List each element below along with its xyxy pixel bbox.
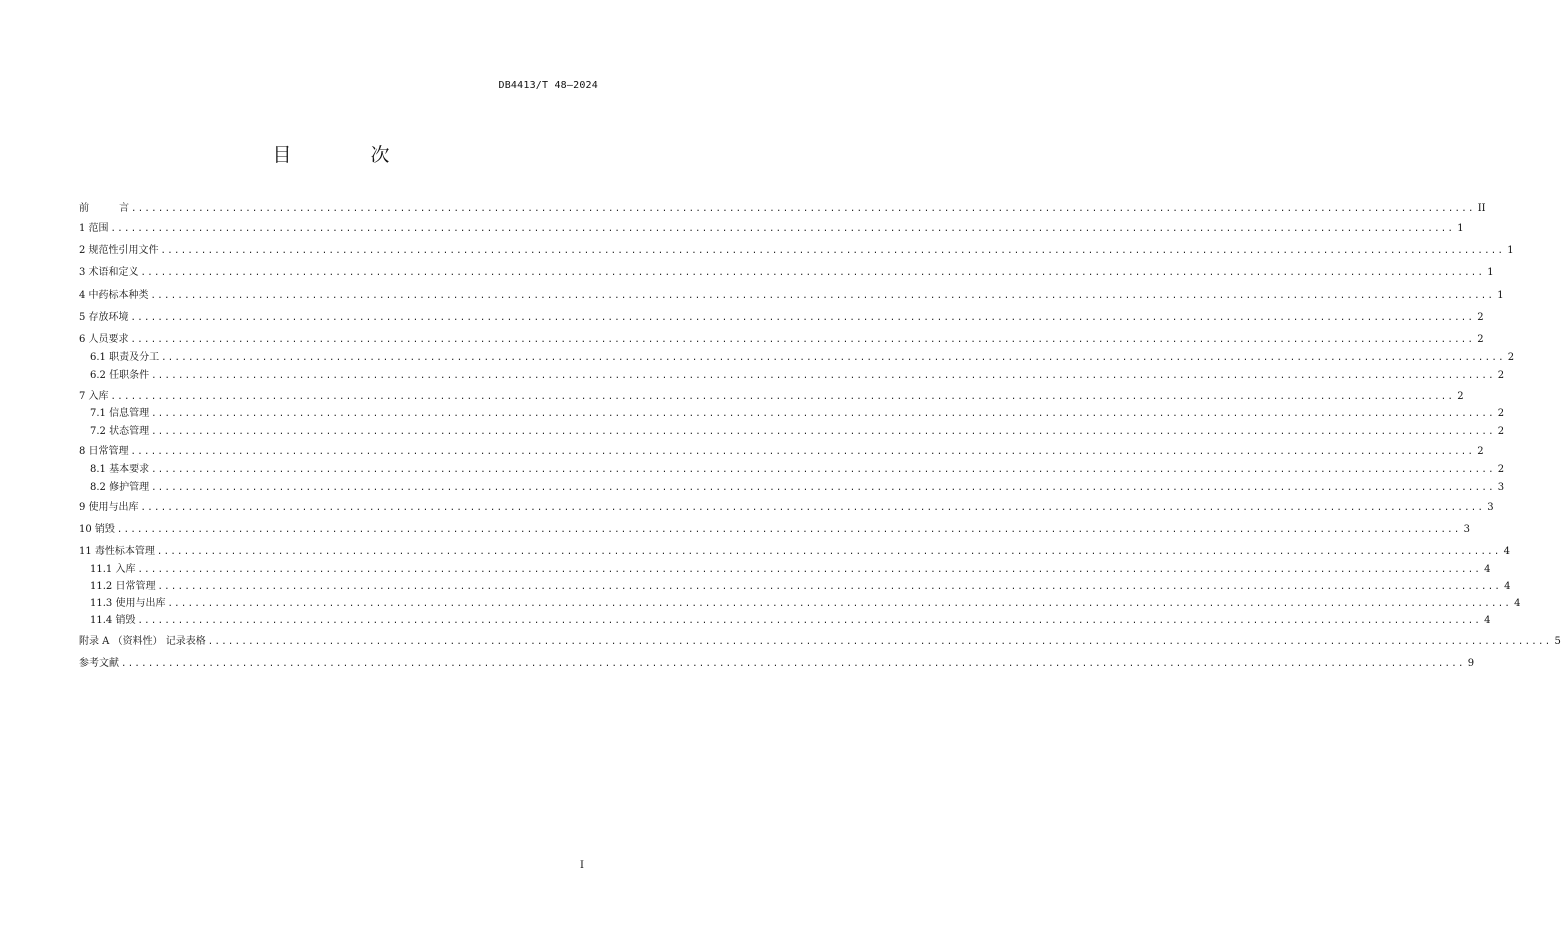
toc-leader-dots: ........................................................................................................................................................................................................ — [140, 268, 1485, 278]
toc-leader-dots: ........................................................................................................................................................................................................ — [110, 224, 1455, 234]
toc-entry[interactable] — [79, 390, 1464, 404]
toc-entry[interactable] — [79, 523, 1470, 537]
toc-entry-page: 4 — [1504, 581, 1511, 592]
toc-entry-page: 2 — [1477, 312, 1484, 323]
toc-entry[interactable] — [79, 266, 1494, 280]
toc-entry-page: 2 — [1477, 334, 1484, 345]
page-title: 目 次 — [272, 144, 420, 166]
toc-entry-label: 11 毒性标本管理 — [79, 546, 155, 557]
toc-leader-dots: ........................................................................................................................................................................................................ — [137, 616, 1482, 626]
document-code: DB4413/T 48—2024 — [498, 80, 598, 91]
toc-leader-dots: ........................................................................................................................................................................................................ — [157, 582, 1502, 592]
toc-entry-page: 1 — [1457, 223, 1464, 234]
toc-entry-label: 6.1 职责及分工 — [90, 352, 160, 363]
toc-entry-page: 2 — [1497, 408, 1505, 419]
toc-entry-label: 前 言 — [79, 203, 129, 214]
toc-entry-label: 8 日常管理 — [79, 446, 129, 457]
toc-entry[interactable] — [79, 635, 1561, 649]
toc-entry[interactable] — [79, 222, 1464, 236]
toc-entry-page: II — [1477, 203, 1486, 214]
page-number: I — [580, 860, 584, 871]
toc-entry-label: 1 范围 — [79, 223, 109, 234]
toc-leader-dots: ........................................................................................................................................................................................................ — [156, 547, 1501, 557]
toc-entry-page: 2 — [1497, 464, 1505, 475]
toc-entry-label: 2 规范性引用文件 — [79, 245, 159, 256]
toc-entry-label: 5 存放环境 — [79, 312, 129, 323]
toc-leader-dots: ........................................................................................................................................................................................................ — [150, 291, 1495, 301]
toc-entry[interactable] — [79, 545, 1510, 559]
toc-entry-page: 2 — [1507, 352, 1515, 363]
toc-leader-dots: ........................................................................................................................................................................................................ — [121, 659, 1465, 669]
toc-entry-label: 8.1 基本要求 — [90, 464, 150, 475]
toc-entry-label: 10 销毁 — [79, 524, 115, 535]
toc-entry[interactable] — [90, 351, 1515, 365]
toc-leader-dots: ........................................................................................................................................................................................................ — [167, 599, 1512, 609]
toc-leader-dots: ........................................................................................................................................................................................................ — [151, 465, 1495, 475]
toc-entry[interactable] — [79, 657, 1475, 671]
toc-entry-label: 7.2 状态管理 — [90, 426, 150, 437]
toc-entry-label: 6.2 任职条件 — [90, 370, 150, 381]
toc-entry[interactable] — [90, 369, 1505, 383]
toc-entry-page: 2 — [1457, 391, 1464, 402]
toc-entry-page: 3 — [1487, 502, 1494, 513]
toc-entry[interactable] — [90, 481, 1505, 495]
toc-leader-dots: ........................................................................................................................................................................................................ — [151, 371, 1495, 381]
toc-entry-page: 2 — [1497, 370, 1505, 381]
toc-entry[interactable] — [90, 563, 1491, 577]
toc-entry[interactable] — [90, 463, 1505, 477]
toc-leader-dots: ........................................................................................................................................................................................................ — [130, 313, 1475, 323]
toc-entry-page: 9 — [1467, 658, 1475, 669]
toc-leader-dots: ........................................................................................................................................................................................................ — [110, 392, 1455, 402]
toc-leader-dots: ........................................................................................................................................................................................................ — [116, 525, 1461, 535]
toc-entry[interactable] — [90, 614, 1491, 628]
toc-entry[interactable] — [79, 289, 1504, 303]
toc-entry[interactable] — [90, 425, 1505, 439]
toc-leader-dots: ........................................................................................................................................................................................................ — [151, 427, 1495, 437]
toc-entry-page: 3 — [1497, 482, 1505, 493]
toc-leader-dots: ........................................................................................................................................................................................................ — [131, 204, 1475, 214]
toc-entry-page: 1 — [1507, 245, 1514, 256]
toc-entry[interactable] — [79, 501, 1494, 515]
toc-entry-page: 2 — [1497, 426, 1505, 437]
toc-leader-dots: ........................................................................................................................................................................................................ — [137, 565, 1482, 575]
toc-entry-page: 1 — [1487, 267, 1494, 278]
toc-entry-page: 1 — [1497, 290, 1504, 301]
toc-entry-page: 4 — [1514, 598, 1521, 609]
toc-entry-page: 3 — [1463, 524, 1470, 535]
toc-entry-label: 9 使用与出库 — [79, 502, 139, 513]
toc-entry-label: 7 入库 — [79, 391, 109, 402]
toc-leader-dots: ........................................................................................................................................................................................................ — [130, 447, 1475, 457]
toc-entry-page: 4 — [1484, 615, 1491, 626]
toc-entry-page: 2 — [1477, 446, 1484, 457]
toc-entry-label: 参考文献 — [79, 658, 119, 669]
toc-entry-label: 附录 A （资料性） 记录表格 — [79, 636, 206, 647]
toc-entry-label: 4 中药标本种类 — [79, 290, 149, 301]
toc-entry[interactable] — [79, 333, 1484, 347]
toc-entry[interactable] — [90, 580, 1511, 594]
toc-entry-page: 4 — [1484, 564, 1491, 575]
toc-leader-dots: ........................................................................................................................................................................................................ — [161, 353, 1505, 363]
toc-leader-dots: ........................................................................................................................................................................................................ — [130, 335, 1475, 345]
toc-entry[interactable] — [79, 244, 1514, 258]
toc-entry-label: 11.4 销毁 — [90, 615, 136, 626]
toc-entry-label: 8.2 修护管理 — [90, 482, 150, 493]
toc-entry-page: 5 — [1554, 636, 1561, 647]
toc-entry[interactable] — [79, 202, 1486, 216]
toc-entry-label: 11.3 使用与出库 — [90, 598, 166, 609]
toc-entry[interactable] — [79, 311, 1484, 325]
toc-leader-dots: ........................................................................................................................................................................................................ — [160, 246, 1505, 256]
toc-entry[interactable] — [79, 445, 1484, 459]
toc-leader-dots: ........................................................................................................................................................................................................ — [151, 483, 1495, 493]
toc-entry-label: 7.1 信息管理 — [90, 408, 150, 419]
toc-entry[interactable] — [90, 407, 1505, 421]
toc-leader-dots: ........................................................................................................................................................................................................ — [151, 409, 1495, 419]
toc-entry-label: 6 人员要求 — [79, 334, 129, 345]
toc-entry-label: 11.1 入库 — [90, 564, 136, 575]
toc-entry-label: 3 术语和定义 — [79, 267, 139, 278]
toc-entry[interactable] — [90, 597, 1521, 611]
toc-entry-page: 4 — [1503, 546, 1510, 557]
toc-leader-dots: ........................................................................................................................................................................................................ — [207, 637, 1552, 647]
toc-leader-dots: ........................................................................................................................................................................................................ — [140, 503, 1485, 513]
toc-entry-label: 11.2 日常管理 — [90, 581, 156, 592]
